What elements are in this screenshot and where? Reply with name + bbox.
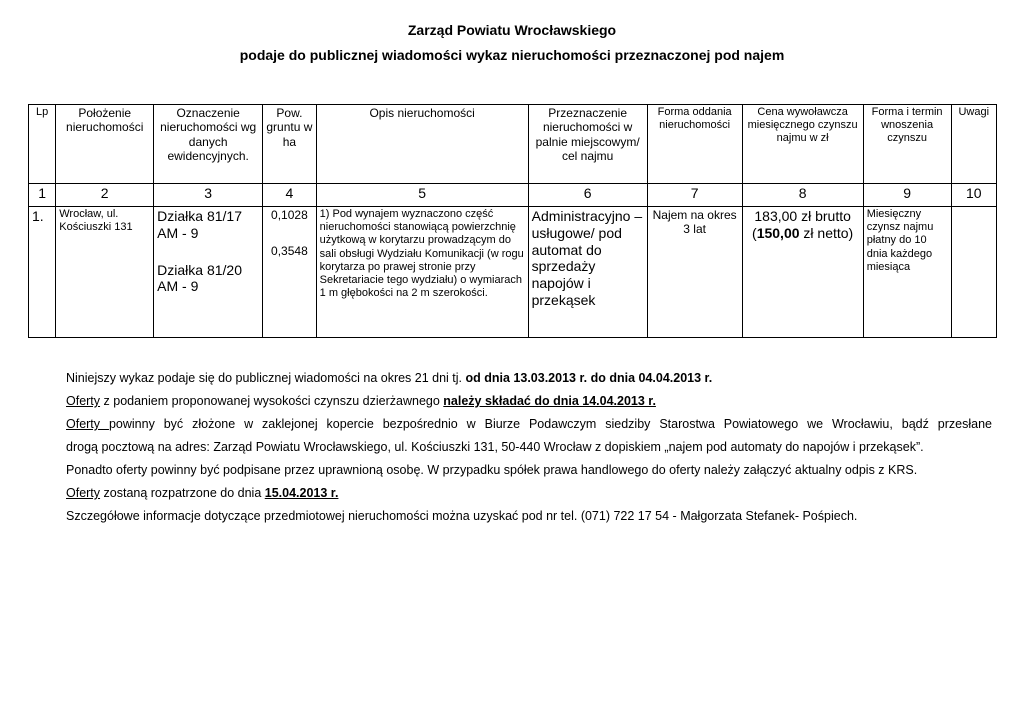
row-purpose: Administracyjno – usługowe/ pod automat do sprzedaży napojów i przekąsek xyxy=(528,207,647,338)
col-header-payment: Forma i termin wnoszenia czynszu xyxy=(863,105,951,184)
row-price xyxy=(742,207,863,338)
row-location: Wrocław, ul. Kościuszki 131 xyxy=(56,207,154,338)
col-header-price: Cena wywoławcza miesięcznego czynszu najmu w zł xyxy=(742,105,863,184)
property-table xyxy=(28,104,997,338)
notice-submission xyxy=(66,417,992,431)
document-title: Zarząd Powiatu Wrocławskiego xyxy=(407,22,617,38)
parcel-1: Działka 81/17 AM - 9 xyxy=(157,208,242,241)
col-number: 6 xyxy=(528,184,647,207)
price-gross: 183,00 zł brutto xyxy=(754,208,851,224)
col-number: 5 xyxy=(316,184,528,207)
row-form: Najem na okres 3 lat xyxy=(647,207,742,338)
col-header-form: Forma oddania nieruchomości xyxy=(647,105,742,184)
col-header-purpose: Przeznaczenie nieruchomości w palnie miejscowym/ cel najmu xyxy=(528,105,647,184)
col-header-lp: Lp xyxy=(29,105,56,184)
notice-postal: drogą pocztową na adres: Zarząd Powiatu Wrocławskiego, ul. Kościuszki 131, 50-440 Wrocław z dopiskiem „najem pod automaty do napojów i przekąsek”. xyxy=(66,440,924,454)
review-text: zostaną rozpatrzone do dnia xyxy=(100,486,265,500)
offers-word: Oferty xyxy=(66,486,101,500)
parcel-2: Działka 81/20 AM - 9 xyxy=(157,261,242,295)
notice-offers-deadline xyxy=(66,394,656,408)
col-number: 4 xyxy=(263,184,316,207)
row-remarks xyxy=(951,207,996,338)
col-number: 2 xyxy=(56,184,154,207)
col-header-designation: Oznaczenie nieruchomości wg danych ewidencyjnych. xyxy=(154,105,263,184)
row-payment: Miesięczny czynsz najmu płatny do 10 dnia każdego miesiąca xyxy=(863,207,951,338)
notice-contact: Szczegółowe informacje dotyczące przedmiotowej nieruchomości można uzyskać pod nr tel. (071) 722 17 54 - Małgorzata Stefanek- Pośpiech. xyxy=(66,509,858,523)
col-number: 9 xyxy=(863,184,951,207)
notice-period xyxy=(66,371,712,385)
document-subtitle: podaje do publicznej wiadomości wykaz nieruchomości przeznaczonej pod najem xyxy=(239,47,785,63)
submission-text: powinny być złożone w zaklejonej kopercie bezpośrednio w Biurze Podawczym siedziby Starostwa Powiatowego we Wrocławiu, bądź przesłane xyxy=(108,417,992,431)
col-number: 3 xyxy=(154,184,263,207)
offers-deadline-date: należy składać do dnia 14.04.2013 r. xyxy=(443,394,656,408)
area-1: 0,1028 xyxy=(271,208,308,222)
notice-signature: Ponadto oferty powinny być podpisane przez uprawnioną osobę. W przypadku spółek prawa handlowego do oferty należy załączyć aktualny odpis z KRS. xyxy=(66,463,918,477)
table-header-row xyxy=(29,105,997,184)
col-number: 10 xyxy=(951,184,996,207)
notice-period-text: Niniejszy wykaz podaje się do publicznej wiadomości na okres 21 dni tj. xyxy=(66,371,466,385)
price-net-value: 150,00 xyxy=(756,224,800,241)
offers-deadline-text: z podaniem proponowanej wysokości czynszu dzierżawnego xyxy=(100,394,444,408)
row-lp: 1. xyxy=(29,207,56,338)
area-2: 0,3548 xyxy=(271,244,308,259)
col-header-remarks: Uwagi xyxy=(951,105,996,184)
col-header-location: Położenie nieruchomości xyxy=(56,105,154,184)
col-number: 8 xyxy=(742,184,863,207)
col-header-area: Pow. gruntu w ha xyxy=(263,105,316,184)
row-description: 1) Pod wynajem wyznaczono część nieruchomości stanowiącą powierzchnię użytkową w korytarzu prowadzącym do sali obsługi Wydziału Komunikacji (w rogu korytarza po prawej stronie przy Sekretariacie tego wydziału) o wymiarach 1 m głębokości na 2 m szerokości. xyxy=(316,207,528,338)
offers-word: Oferty xyxy=(66,394,101,408)
col-header-description: Opis nieruchomości xyxy=(316,105,528,184)
review-date: 15.04.2013 r. xyxy=(264,486,339,500)
offers-word: Oferty xyxy=(66,417,109,431)
price-net-close: zł netto) xyxy=(799,224,854,241)
notice-review-date xyxy=(66,486,338,500)
price-net-open: ( xyxy=(752,224,757,241)
row-parcels xyxy=(154,207,263,338)
col-number: 7 xyxy=(647,184,742,207)
row-area xyxy=(263,207,316,338)
column-number-row xyxy=(29,184,997,207)
table-row xyxy=(29,207,997,338)
col-number: 1 xyxy=(29,184,56,207)
notice-period-dates: od dnia 13.03.2013 r. do dnia 04.04.2013 r. xyxy=(465,371,713,385)
